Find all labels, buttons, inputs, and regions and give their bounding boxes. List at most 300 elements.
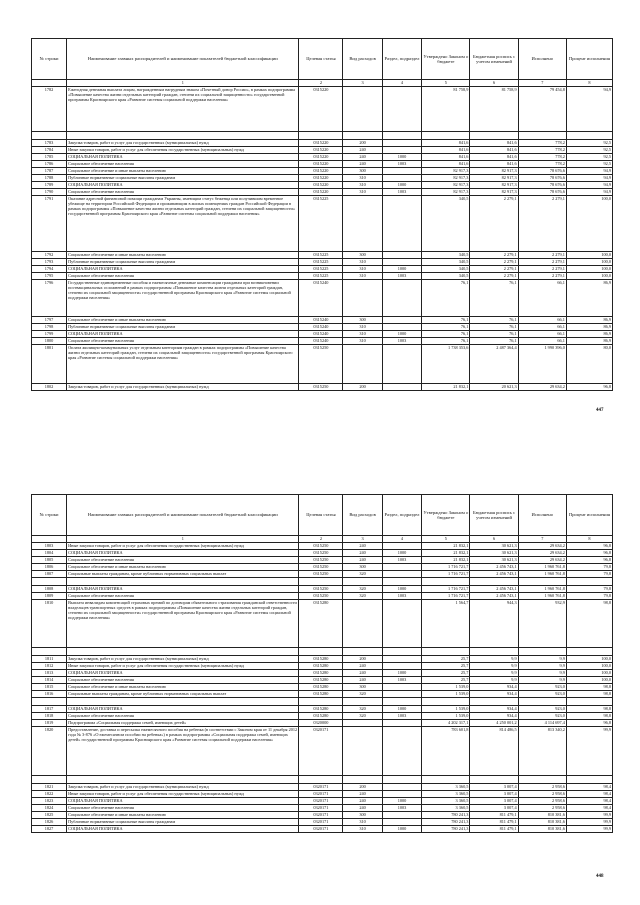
cell-section: 1003 — [382, 593, 421, 600]
cell-section — [382, 691, 421, 698]
table-row — [32, 168, 613, 175]
table-row — [32, 784, 613, 791]
cell-executed: 29 634,2 — [518, 384, 566, 391]
cell-target-article: 0315250 — [299, 586, 343, 593]
cell-expense-type: 240 — [343, 147, 382, 154]
table-row — [32, 691, 613, 698]
cell-budget-list: 841,6 — [470, 161, 518, 168]
spacer-cell — [67, 648, 299, 656]
cell-section — [382, 168, 421, 175]
cell-executed: 813 340,2 — [518, 727, 566, 776]
cell-expense-type: 310 — [343, 189, 382, 196]
cell-budget-list: 934,4 — [470, 684, 518, 691]
cell-approved: 76,1 — [422, 280, 470, 317]
header-percent: Процент исполнения — [566, 495, 612, 536]
cell-budget-list: 82 917,3 — [470, 189, 518, 196]
spacer-row — [32, 648, 613, 656]
spacer-cell — [343, 698, 382, 706]
cell-name: Социальное обеспечение и иные выплаты населению — [67, 812, 299, 819]
cell-approved: 3 360,5 — [422, 784, 470, 791]
cell-name: Подпрограмма «Социальная поддержка семей, имеющих детей» — [67, 720, 299, 727]
cell-budget-list: 82 917,3 — [470, 182, 518, 189]
cell-name: Социальное обеспечение населения — [67, 713, 299, 720]
cell-section: 1003 — [382, 189, 421, 196]
cell-row-number: 1799 — [32, 331, 67, 338]
cell-executed: 78 676,6 — [518, 189, 566, 196]
cell-section — [382, 196, 421, 252]
cell-expense-type: 240 — [343, 154, 382, 161]
cell-approved: 780 241,3 — [422, 826, 470, 833]
spacer-cell — [470, 776, 518, 784]
cell-percent: 79,8 — [566, 593, 612, 600]
table-row — [32, 331, 613, 338]
table-row — [32, 259, 613, 266]
cell-target-article: 0315280 — [299, 677, 343, 684]
cell-approved: 25,7 — [422, 677, 470, 684]
cell-row-number: 1789 — [32, 182, 67, 189]
cell-section — [382, 784, 421, 791]
cell-target-article: 0315280 — [299, 706, 343, 713]
cell-section: 1000 — [382, 154, 421, 161]
cell-section — [382, 384, 421, 391]
table-row — [32, 384, 613, 391]
cell-target-article: 0315280 — [299, 656, 343, 663]
cell-name: Публичные нормативные социальные выплаты гражданам — [67, 819, 299, 826]
cell-budget-list: 841,6 — [470, 140, 518, 147]
cell-name: СОЦИАЛЬНАЯ ПОЛИТИКА — [67, 550, 299, 557]
cell-row-number: 1802 — [32, 384, 67, 391]
spacer-cell — [422, 578, 470, 586]
cell-section: 1003 — [382, 805, 421, 812]
spacer-cell — [566, 578, 612, 586]
cell-executed: 79 454,8 — [518, 87, 566, 132]
column-index — [32, 536, 67, 543]
cell-target-article: 0315250 — [299, 557, 343, 564]
cell-name: Закупка товаров, работ и услуг для государственных (муниципальных) нужд — [67, 140, 299, 147]
spacer-cell — [67, 578, 299, 586]
column-index-row — [32, 80, 613, 87]
cell-expense-type — [343, 600, 382, 648]
cell-executed: 778,2 — [518, 147, 566, 154]
table-row — [32, 812, 613, 819]
cell-row-number: 1790 — [32, 189, 67, 196]
spacer-cell — [343, 132, 382, 140]
spacer-row — [32, 698, 613, 706]
spacer-cell — [299, 698, 343, 706]
column-index — [32, 80, 67, 87]
cell-budget-list: 3 007,4 — [470, 798, 518, 805]
cell-row-number: 1785 — [32, 154, 67, 161]
table-row — [32, 593, 613, 600]
cell-row-number: 1806 — [32, 564, 67, 571]
cell-name: СОЦИАЛЬНАЯ ПОЛИТИКА — [67, 331, 299, 338]
header-row — [32, 39, 613, 80]
cell-percent: 92,5 — [566, 140, 612, 147]
cell-section: 1000 — [382, 182, 421, 189]
cell-executed: 1 960 761,8 — [518, 564, 566, 571]
cell-row-number: 1822 — [32, 791, 67, 798]
spacer-cell — [382, 776, 421, 784]
spacer-cell — [299, 578, 343, 586]
cell-executed: 810 381,6 — [518, 812, 566, 819]
cell-row-number: 1820 — [32, 727, 67, 776]
cell-target-article: 0320171 — [299, 798, 343, 805]
cell-approved: 1 716 721,7 — [422, 586, 470, 593]
cell-section: 1000 — [382, 331, 421, 338]
cell-section — [382, 147, 421, 154]
cell-expense-type: 240 — [343, 161, 382, 168]
cell-percent: 98,8 — [566, 691, 612, 698]
cell-expense-type: 200 — [343, 784, 382, 791]
cell-expense-type: 300 — [343, 812, 382, 819]
cell-expense-type: 240 — [343, 798, 382, 805]
cell-row-number: 1804 — [32, 550, 67, 557]
cell-name: Социальное обеспечение и иные выплаты населению — [67, 317, 299, 324]
cell-budget-list: 82 917,3 — [470, 168, 518, 175]
cell-percent: 79,8 — [566, 571, 612, 578]
cell-expense-type — [343, 720, 382, 727]
cell-target-article: 0315250 — [299, 345, 343, 384]
cell-target-article: 0315220 — [299, 182, 343, 189]
cell-percent: 98,4 — [566, 798, 612, 805]
table-row — [32, 266, 613, 273]
cell-executed: 66,1 — [518, 317, 566, 324]
cell-percent: 80,0 — [566, 345, 612, 384]
column-index: 7 — [518, 80, 566, 87]
cell-section — [382, 727, 421, 776]
cell-percent: 100,0 — [566, 656, 612, 663]
cell-expense-type: 320 — [343, 706, 382, 713]
cell-section — [382, 571, 421, 578]
cell-percent: 92,5 — [566, 147, 612, 154]
table-row — [32, 182, 613, 189]
cell-approved: 4 202 317,1 — [422, 720, 470, 727]
cell-name: СОЦИАЛЬНАЯ ПОЛИТИКА — [67, 798, 299, 805]
cell-section — [382, 819, 421, 826]
table-row — [32, 684, 613, 691]
cell-target-article: 0315250 — [299, 550, 343, 557]
header-budget-list: Бюджетная роспись с учетом изменений — [470, 495, 518, 536]
cell-target-article: 0315220 — [299, 189, 343, 196]
table-row — [32, 161, 613, 168]
cell-budget-list: 9,9 — [470, 663, 518, 670]
cell-percent: 98,8 — [566, 706, 612, 713]
cell-percent: 79,8 — [566, 586, 612, 593]
cell-name: Социальное обеспечение населения — [67, 161, 299, 168]
spacer-cell — [67, 132, 299, 140]
column-index: 5 — [422, 80, 470, 87]
cell-target-article: 0315240 — [299, 338, 343, 345]
cell-row-number: 1823 — [32, 798, 67, 805]
cell-row-number: 1816 — [32, 691, 67, 698]
cell-name: СОЦИАЛЬНАЯ ПОЛИТИКА — [67, 266, 299, 273]
cell-expense-type — [343, 727, 382, 776]
cell-target-article: 0320171 — [299, 812, 343, 819]
cell-budget-list: 76,1 — [470, 280, 518, 317]
cell-target-article: 0315220 — [299, 161, 343, 168]
cell-name: Социальное обеспечение населения — [67, 189, 299, 196]
spacer-cell — [299, 776, 343, 784]
cell-executed: 2 958,6 — [518, 805, 566, 812]
cell-budget-list: 3 007,4 — [470, 805, 518, 812]
cell-executed: 2 958,6 — [518, 798, 566, 805]
cell-percent: 98,8 — [566, 684, 612, 691]
spacer-cell — [343, 776, 382, 784]
spacer-cell — [32, 648, 67, 656]
table-row — [32, 543, 613, 550]
cell-executed: 923,0 — [518, 691, 566, 698]
cell-section — [382, 600, 421, 648]
cell-expense-type: 320 — [343, 713, 382, 720]
cell-budget-list: 2 456 743,1 — [470, 571, 518, 578]
table-row — [32, 557, 613, 564]
cell-section — [382, 791, 421, 798]
column-index: 8 — [566, 536, 612, 543]
cell-budget-list: 841,6 — [470, 147, 518, 154]
table-row — [32, 252, 613, 259]
cell-section: 1000 — [382, 670, 421, 677]
cell-executed: 932,9 — [518, 600, 566, 648]
cell-section — [382, 812, 421, 819]
cell-executed: 923,0 — [518, 684, 566, 691]
cell-name: Социальное обеспечение населения — [67, 557, 299, 564]
cell-executed: 9,9 — [518, 656, 566, 663]
cell-percent: 96,8 — [566, 384, 612, 391]
cell-row-number: 1825 — [32, 812, 67, 819]
cell-section — [382, 345, 421, 384]
cell-expense-type: 200 — [343, 656, 382, 663]
cell-budget-list: 811 479,1 — [470, 826, 518, 833]
page-number: 447 — [596, 408, 604, 413]
cell-percent: 94,9 — [566, 182, 612, 189]
cell-approved: 340,5 — [422, 196, 470, 252]
cell-percent: 99,9 — [566, 812, 612, 819]
cell-section — [382, 252, 421, 259]
cell-percent: 100,0 — [566, 663, 612, 670]
header-row-number: № строки — [32, 39, 67, 80]
cell-name: Социальные выплаты гражданам, кроме публичных нормативных социальных выплат — [67, 571, 299, 578]
spacer-cell — [518, 648, 566, 656]
cell-approved: 3 360,5 — [422, 791, 470, 798]
cell-row-number: 1791 — [32, 196, 67, 252]
cell-approved: 340,5 — [422, 266, 470, 273]
cell-approved: 76,1 — [422, 338, 470, 345]
cell-row-number: 1803 — [32, 543, 67, 550]
cell-expense-type: 300 — [343, 564, 382, 571]
table-row — [32, 791, 613, 798]
cell-expense-type — [343, 87, 382, 132]
cell-name: Социальное обеспечение населения — [67, 338, 299, 345]
report-page-448 — [31, 494, 613, 879]
cell-approved: 780 241,3 — [422, 819, 470, 826]
header-budget-list: Бюджетная роспись с учетом изменений — [470, 39, 518, 80]
column-index: 4 — [382, 536, 421, 543]
cell-approved: 21 832,1 — [422, 550, 470, 557]
table-row — [32, 338, 613, 345]
table-row — [32, 175, 613, 182]
cell-executed: 778,2 — [518, 161, 566, 168]
cell-target-article: 0315280 — [299, 684, 343, 691]
cell-target-article: 0315250 — [299, 564, 343, 571]
cell-target-article: 0315280 — [299, 600, 343, 648]
cell-approved: 340,5 — [422, 273, 470, 280]
cell-approved: 3 360,5 — [422, 805, 470, 812]
cell-row-number: 1782 — [32, 87, 67, 132]
cell-executed: 923,0 — [518, 713, 566, 720]
cell-executed: 1 960 761,8 — [518, 571, 566, 578]
cell-percent: 92,5 — [566, 161, 612, 168]
cell-target-article: 0315250 — [299, 384, 343, 391]
cell-executed: 78 676,6 — [518, 182, 566, 189]
cell-section: 1003 — [382, 161, 421, 168]
cell-budget-list: 4 250 001,2 — [470, 720, 518, 727]
cell-executed: 2 958,6 — [518, 791, 566, 798]
cell-target-article: 0315220 — [299, 140, 343, 147]
cell-percent: 96,8 — [566, 557, 612, 564]
cell-budget-list: 3 007,4 — [470, 784, 518, 791]
cell-percent: 79,8 — [566, 564, 612, 571]
cell-target-article: 0315220 — [299, 87, 343, 132]
table-row — [32, 670, 613, 677]
cell-row-number: 1783 — [32, 140, 67, 147]
cell-executed: 923,0 — [518, 706, 566, 713]
cell-budget-list: 934,4 — [470, 706, 518, 713]
spacer-cell — [566, 648, 612, 656]
table-row — [32, 189, 613, 196]
cell-name: Иные закупки товаров, работ и услуг для обеспечения государственных (муниципальных) нужд — [67, 147, 299, 154]
cell-expense-type: 240 — [343, 550, 382, 557]
cell-name: СОЦИАЛЬНАЯ ПОЛИТИКА — [67, 586, 299, 593]
cell-budget-list: 811 479,1 — [470, 812, 518, 819]
cell-approved: 340,5 — [422, 252, 470, 259]
header-approved: Утверждено Законом о бюджете — [422, 39, 470, 80]
table-row — [32, 720, 613, 727]
cell-budget-list: 934,4 — [470, 713, 518, 720]
cell-budget-list: 2 456 743,1 — [470, 564, 518, 571]
cell-target-article: 0315225 — [299, 259, 343, 266]
cell-approved: 25,7 — [422, 663, 470, 670]
cell-budget-list: 30 621,3 — [470, 550, 518, 557]
cell-row-number: 1814 — [32, 677, 67, 684]
cell-name: Социальное обеспечение и иные выплаты населению — [67, 168, 299, 175]
cell-row-number: 1800 — [32, 338, 67, 345]
cell-budget-list: 944,3 — [470, 600, 518, 648]
table-row — [32, 600, 613, 648]
cell-row-number: 1805 — [32, 557, 67, 564]
cell-section: 1000 — [382, 550, 421, 557]
header-row — [32, 495, 613, 536]
header-target-article: Целевая статья — [299, 39, 343, 80]
cell-section — [382, 543, 421, 550]
cell-approved: 25,7 — [422, 670, 470, 677]
spacer-cell — [382, 132, 421, 140]
cell-expense-type: 240 — [343, 557, 382, 564]
table-row — [32, 196, 613, 252]
cell-name: Социальное обеспечение населения — [67, 593, 299, 600]
cell-name: СОЦИАЛЬНАЯ ПОЛИТИКА — [67, 670, 299, 677]
spacer-cell — [470, 648, 518, 656]
cell-executed: 66,1 — [518, 280, 566, 317]
cell-expense-type: 200 — [343, 140, 382, 147]
cell-percent: 100,0 — [566, 196, 612, 252]
table-row — [32, 677, 613, 684]
cell-percent: 94,9 — [566, 168, 612, 175]
cell-row-number: 1808 — [32, 586, 67, 593]
spacer-cell — [422, 776, 470, 784]
table-row — [32, 345, 613, 384]
cell-approved: 780 241,3 — [422, 812, 470, 819]
spacer-row — [32, 578, 613, 586]
cell-section: 1003 — [382, 338, 421, 345]
cell-approved: 3 360,5 — [422, 798, 470, 805]
cell-approved: 25,7 — [422, 656, 470, 663]
cell-section: 1003 — [382, 677, 421, 684]
cell-percent: 99,9 — [566, 826, 612, 833]
cell-row-number: 1811 — [32, 656, 67, 663]
cell-approved: 1 738 353,6 — [422, 345, 470, 384]
table-row — [32, 324, 613, 331]
cell-target-article: 0315220 — [299, 147, 343, 154]
cell-budget-list: 82 917,3 — [470, 175, 518, 182]
cell-row-number: 1784 — [32, 147, 67, 154]
cell-percent: 98,8 — [566, 600, 612, 648]
cell-name: Оказание адресной финансовой помощи гражданам Украины, имеющим статус беженца или получившим временное убежище на территории Российской Федерации и проживающим в жилых помещениях граждан Российской Федерации в рамках подпрограммы «Повышение качества жизни отдельных категорий граждан, степени их социальной защищенности» государственной программы Красноярского края «Развитие системы социальной поддержки населения» — [67, 196, 299, 252]
cell-expense-type: 310 — [343, 182, 382, 189]
column-index: 4 — [382, 80, 421, 87]
budget-table-page-447 — [31, 38, 613, 391]
cell-target-article: 0315250 — [299, 543, 343, 550]
cell-row-number: 1807 — [32, 571, 67, 578]
cell-approved: 76,1 — [422, 317, 470, 324]
cell-row-number: 1798 — [32, 324, 67, 331]
cell-expense-type: 240 — [343, 805, 382, 812]
cell-budget-list: 81 758,9 — [470, 87, 518, 132]
cell-name: Публичные нормативные социальные выплаты гражданам — [67, 259, 299, 266]
cell-executed: 29 634,2 — [518, 550, 566, 557]
cell-approved: 1 539,0 — [422, 713, 470, 720]
cell-executed: 9,9 — [518, 677, 566, 684]
cell-name: Социальное обеспечение и иные выплаты населению — [67, 684, 299, 691]
spacer-cell — [422, 648, 470, 656]
cell-row-number: 1794 — [32, 266, 67, 273]
column-index: 2 — [299, 80, 343, 87]
cell-approved: 82 917,3 — [422, 189, 470, 196]
cell-row-number: 1815 — [32, 684, 67, 691]
table-row — [32, 317, 613, 324]
cell-executed: 78 676,6 — [518, 175, 566, 182]
cell-percent: 100,0 — [566, 259, 612, 266]
cell-budget-list: 76,1 — [470, 324, 518, 331]
cell-budget-list: 30 621,3 — [470, 557, 518, 564]
table-row — [32, 564, 613, 571]
cell-budget-list: 9,9 — [470, 677, 518, 684]
header-executed: Исполнено — [518, 495, 566, 536]
cell-target-article: 0315250 — [299, 571, 343, 578]
cell-row-number: 1795 — [32, 273, 67, 280]
cell-target-article: 0320171 — [299, 791, 343, 798]
spacer-cell — [566, 698, 612, 706]
cell-executed: 810 381,6 — [518, 819, 566, 826]
cell-row-number: 1797 — [32, 317, 67, 324]
cell-row-number: 1809 — [32, 593, 67, 600]
cell-name: Предоставление, доставка и пересылка ежемесячного пособия на ребенка (в соответствии с Законом края от 11 декабря 2012 года № 3-876 «О ежемесячном пособии на ребенка») в рамках подпрограммы «Социальная поддержка семей, имеющих детей» государственной программы Красноярского края «Развитие системы социальной поддержки населения» — [67, 727, 299, 776]
page-number: 448 — [596, 874, 604, 879]
cell-executed: 2 279,1 — [518, 273, 566, 280]
spacer-cell — [422, 132, 470, 140]
spacer-cell — [566, 776, 612, 784]
table-row — [32, 727, 613, 776]
cell-section — [382, 87, 421, 132]
